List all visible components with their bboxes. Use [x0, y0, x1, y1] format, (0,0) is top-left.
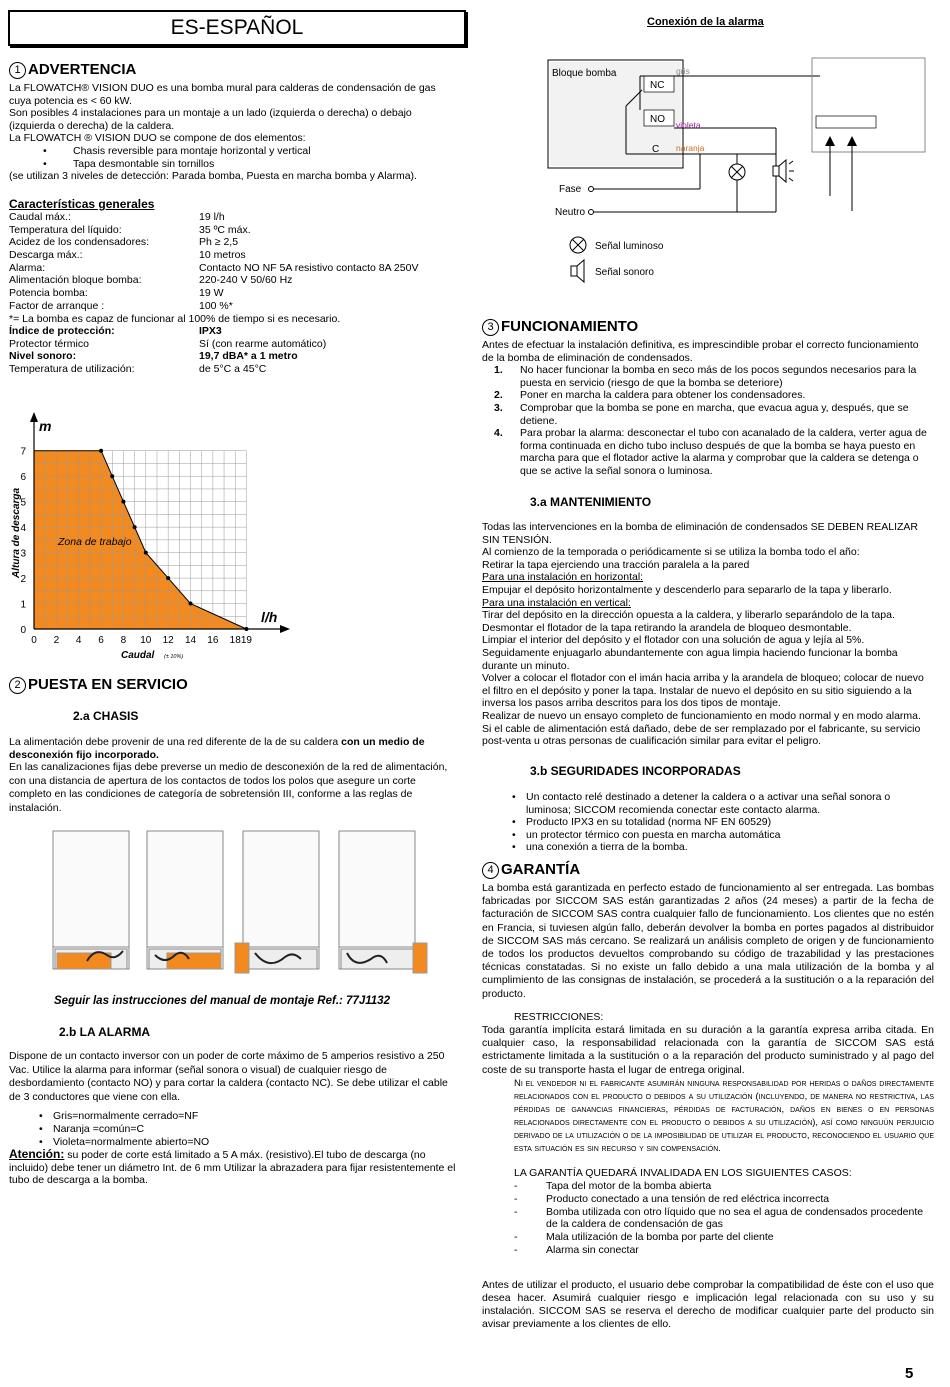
maintenance-line: Empujar el depósito horizontalmente y descenderlo para separarlo de la tapa y liberarlo. — [482, 583, 892, 596]
list-item: • Chasis reversible para montaje horizontal y vertical — [9, 145, 459, 158]
warranty-paragraph: Antes de utilizar el producto, el usuario debe comprobar la compatibilidad de éste con el uso que desea hacer. Asumirá cualquier riesgo e implicación legal relacionada con su uso y su instalación. SICCOM SAS se reserva el derecho de modificar cualquier parte del producto sin avisar previamente a los clientes de ello. — [482, 1278, 934, 1331]
step-item — [482, 402, 932, 427]
maintenance-line: Volver a colocar el flotador con el imán hacia arriba y la arandela de bloqueo; colocar de nuevo el filtro en el depósito y poner la tapa. Instalar de nuevo el depósito en su sitio siguiendo a la inversa los pasos arriba descritos para los dos tipos de montaje. — [482, 672, 924, 710]
x-tick-label: 2 — [53, 635, 60, 646]
spec-row — [9, 211, 469, 224]
manual-reference: Seguir las instrucciones del manual de montaje Ref.: 77J1132 — [54, 995, 390, 1007]
alarm-bullets — [9, 1110, 461, 1148]
maintenance-line: Retirar la tapa ejerciendo una tracción paralela a la pared — [482, 558, 750, 571]
attention-label: Atención: — [9, 1147, 65, 1162]
x-tick-label: 19 — [240, 635, 252, 646]
list-item: - Mala utilización de la bomba por parte del cliente — [482, 1231, 934, 1244]
zone-label: Zona de trabajo — [58, 536, 132, 548]
spec-key: Caudal máx.: — [9, 211, 71, 223]
y-tick-label: 7 — [20, 446, 26, 458]
step-item — [482, 364, 932, 389]
data-point — [133, 525, 137, 529]
maintenance-line: Realizar de nuevo un ensayo completo de funcionamiento en modo normal y en modo alarma. — [482, 709, 921, 722]
attention-text: su poder de corte está limitado a 5 A máx. (resistivo).El tubo de descarga (no incluido) debe tener un diámetro Int. de 6 mm Utilizar la abrazadera para fijar resistentemente el tubo de descarga a la bomba. — [9, 1149, 456, 1187]
chassis-body — [9, 736, 461, 816]
chassis-paragraph: En las canalizaciones fijas debe preverse un medio de desconexión de la red de alimentación, con una distancia de apertura de los contactos de todos los polos que asegure un corte completo en las condiciones de categoría de sobretensión III, conforme a las reglas de instalación. — [9, 761, 448, 814]
y-axis-arrow — [30, 412, 38, 422]
list-item: • Tapa desmontable sin tornillos — [9, 158, 459, 171]
maintenance-line: Seguidamente enjuagarlo abundantemente con agua limpia haciendo funcionar la bomba durante un minuto. — [482, 646, 898, 672]
y-tick-label: 2 — [20, 574, 26, 586]
data-point — [99, 449, 103, 453]
maintenance-body — [482, 521, 932, 748]
wire-orange-label: naranja — [676, 143, 705, 153]
x-tick-label: 6 — [98, 635, 104, 646]
operation-body — [482, 339, 932, 478]
warranty-paragraph: La bomba está garantizada en perfecto estado de funcionamiento al ser entregada. Las bombas fabricadas por SICCOM SAS están garantizadas 2 años (24 meses) a partir de la fecha de facturación de SICCOM SAS contra cualquier fallo de funcionamiento. Los clientes que no estén en Francia, si tuviesen algún fallo, deberán devolver la bomba en portes pagados al distribuidor de SICCOM SAS más cercano. Se realizará un análisis completo de origen y de funcionamiento de todos los productos devueltos comprobando su código de trazabilidad y las prestaciones técnicas constatadas. Si no existe un fallo debido a una mala utilización de la bomba y al cumplimiento de las consignas de instalación, se procederá a la sustitución o a la reparación del producto. — [482, 882, 934, 1000]
neutral-label: Neutro — [555, 207, 586, 218]
page-number: 5 — [905, 1365, 914, 1382]
x-axis-note: (± 10%) — [164, 654, 184, 660]
warranty-title: GARANTÍA — [501, 861, 581, 878]
warranty-paragraph: Toda garantía implícita estará limitada en su duración a la garantía expresa arriba citada. En cualquier caso, la responsabilidad relacionada con la garantía de SICCOM SAS está estrictamente limitada a la sustitución o a la reparación del producto suministrado y al pago del coste de su transporte hasta el lugar de entrega original. — [482, 1024, 934, 1076]
operation-title: FUNCIONAMIENTO — [501, 318, 639, 335]
y-tick-label: 5 — [20, 497, 26, 509]
safety-body — [482, 791, 937, 854]
list-item: - Producto conectado a una tensión de red eléctrica incorrecta — [482, 1193, 934, 1206]
x-axis-label: Caudal — [121, 650, 155, 661]
spec-row — [9, 325, 469, 338]
wire-violet-label: violeta — [676, 120, 701, 130]
invalid-title: LA GARANTÍA QUEDARÁ INVALIDADA EN LOS SIGUIENTES CASOS: — [514, 1166, 852, 1179]
start-title: PUESTA EN SERVICIO — [28, 676, 188, 693]
warning-title: ADVERTENCIA — [28, 61, 137, 78]
section-number: 4 — [482, 862, 499, 879]
list-item: • Violeta=normalmente abierto=NO — [9, 1136, 461, 1149]
step-text: No hacer funcionar la bomba en seco más de los pocos segundos necesarios para la puesta en servicio (riesgo de que la bomba se deteriore) — [520, 364, 917, 389]
list-item: • una conexión a tierra de la bomba. — [482, 841, 937, 854]
maintenance-line: Desmontar el flotador de la tapa retirando la arandela de bloqueo desmontable. — [482, 621, 852, 634]
x-tick-label: 10 — [140, 635, 152, 646]
c-label: C — [652, 144, 660, 155]
vertical-label: Para una instalación en vertical: — [482, 596, 631, 609]
step-number: 4. — [494, 427, 503, 440]
spec-row — [9, 224, 469, 237]
data-point — [189, 602, 193, 606]
warranty-disclaimer: Ni el vendedor ni el fabricante asumirán ninguna responsabilidad por heridas o daños directamente relacionados con el producto o debidos a su utilización (incluyendo, de manera no restrictiva, las pérdidas de ganancias financieras, pérdidas de facturación, daños en bienes o en personas relacionados directamente con el producto o debidos a su utilización), así como ninguún perjuicio derivado de la utilización o de la imposibilidad de utilizar el producto, reconociendo el usuario que esta situación es sin recurso y sin compensación. — [514, 1077, 934, 1154]
warranty-heading — [482, 861, 580, 879]
operation-steps — [482, 364, 932, 477]
spec-value: 100 %* — [199, 299, 233, 312]
warning-body — [9, 82, 459, 183]
maintenance-line: Al comienzo de la temporada o periódicamente si se utiliza la bomba todo el año: — [482, 546, 860, 559]
y-tick-label: 0 — [20, 625, 26, 636]
install-right-vertical — [339, 831, 415, 969]
spec-key: Alarma: — [9, 261, 46, 274]
install-left-horizontal — [53, 831, 129, 969]
maintenance-line: Si el cable de alimentación está dañado, debe de ser remplazado por el fabricante, su servicio post-venta u otras personas de cualificación similar para evitar el peligro. — [482, 722, 921, 748]
section-number: 2 — [9, 677, 26, 694]
spec-key: Temperatura de utilización: — [9, 363, 135, 376]
maintenance-line: Todas las intervenciones en la bomba de eliminación de condensados SE DEBEN REALIZAR SIN TENSIÓN. — [482, 521, 918, 546]
alarm-title: 2.b LA ALARMA — [59, 1025, 151, 1039]
step-number: 3. — [494, 401, 503, 414]
install-right-horizontal — [147, 831, 223, 969]
alarm-connection-title: Conexión de la alarma — [647, 16, 764, 28]
data-point — [166, 576, 170, 580]
list-item: - Tapa del motor de la bomba abierta — [482, 1180, 934, 1193]
section-number: 1 — [9, 62, 26, 79]
warning-paragraph: (se utilizan 3 niveles de detección: Parada bomba, Puesta en marcha bomba y Alarma). — [9, 170, 417, 183]
spec-value: 220-240 V 50/60 Hz — [199, 274, 293, 287]
maintenance-line: Tirar del depósito en la dirección opuesta a la caldera, y liberarlo separándolo de la tapa. — [482, 609, 895, 622]
spec-value: Contacto NO NF 5A resistivo contacto 8A 250V — [199, 261, 419, 274]
list-item: • Producto IPX3 en su totalidad (norma NF EN 60529) — [482, 816, 937, 829]
spec-value: Sí (con rearme automático) — [199, 337, 327, 350]
step-number: 1. — [494, 364, 503, 377]
x-tick-label: 16 — [207, 635, 219, 646]
page-title: ES-ESPAÑOL — [8, 10, 466, 46]
y-tick-label: 1 — [20, 599, 26, 611]
spec-value: 19,7 dBA* a 1 metro — [199, 350, 298, 363]
x-unit-label: l/h — [261, 609, 278, 625]
legend-light-label: Señal luminoso — [595, 241, 664, 252]
spec-value: IPX3 — [199, 325, 222, 338]
safety-title: 3.b SEGURIDADES INCORPORADAS — [530, 764, 741, 778]
alarm-body — [9, 1050, 461, 1187]
alarm-wiring-diagram — [480, 46, 945, 296]
spec-value: 19 l/h — [199, 211, 225, 223]
step-text: Poner en marcha la caldera para obtener los condensadores. — [520, 389, 806, 402]
x-axis-arrow — [280, 625, 290, 633]
spec-key: Índice de protección: — [9, 325, 115, 338]
spec-key: Acidez de los condensadores: — [9, 236, 150, 249]
spec-value: Ph ≥ 2,5 — [199, 236, 239, 249]
spec-value: de 5°C a 45°C — [199, 363, 267, 376]
x-tick-label: 18 — [229, 635, 241, 646]
x-tick-label: 8 — [120, 635, 127, 646]
y-tick-label: 6 — [20, 472, 26, 484]
section-number: 3 — [482, 319, 499, 336]
warranty-body — [482, 882, 934, 1332]
start-heading — [9, 676, 188, 694]
y-tick-label: 4 — [20, 523, 26, 535]
spec-key: Factor de arranque : — [9, 299, 105, 312]
spec-value: 10 metros — [199, 249, 246, 262]
specs-table-2 — [9, 325, 469, 376]
step-text: Para probar la alarma: desconectar el tubo con acanalado de la caldera, verter agua de forma continuada en dicho tubo incluso después de que la bomba se haya puesto en marcha para que el flotador active la alarma y comprobar que la caldera se detenga o que se active la señal sonora o luminosa. — [520, 427, 927, 477]
warning-paragraph: La FLOWATCH ® VISION DUO se compone de dos elementos: — [9, 132, 306, 145]
spec-key: Nivel sonoro: — [9, 350, 77, 363]
chassis-text-bold: con un medio de desconexión fijo incorporado. — [9, 736, 425, 761]
step-number: 2. — [494, 389, 503, 402]
warning-paragraph: Son posibles 4 instalaciones para un montaje a un lado (izquierda o derecha) o debajo (izquierda o derecha) de la caldera. — [9, 107, 412, 132]
list-item: • Un contacto relé destinado a detener la caldera o a activar una señal sonora o luminosa; SICCOM recomienda conectar este contacto alarma. — [482, 791, 937, 816]
x-tick-label: 12 — [162, 635, 174, 646]
pump-block-label: Bloque bomba — [552, 68, 617, 79]
step-text: Comprobar que la bomba se pone en marcha, que evacua agua y, después, que se detiene. — [520, 401, 909, 427]
spec-row — [9, 274, 469, 287]
operation-intro: Antes de efectuar la instalación definitiva, es imprescindible probar el correcto funcionamiento de la bomba de eliminación de condensados. — [482, 339, 919, 364]
install-left-vertical — [243, 831, 319, 969]
specs-table — [9, 211, 469, 313]
x-tick-label: 4 — [75, 635, 82, 646]
spec-key: Temperatura del líquido: — [9, 223, 122, 236]
nc-label: NC — [650, 80, 665, 91]
x-tick-label: 0 — [31, 635, 37, 646]
specs-note: *= La bomba es capaz de funcionar al 100% de tiempo si es necesario. — [9, 312, 341, 325]
phase-label: Fase — [559, 184, 582, 195]
spec-row — [9, 262, 469, 275]
data-point — [144, 551, 148, 555]
list-item: • Naranja =común=C — [9, 1123, 461, 1136]
no-label: NO — [650, 114, 665, 125]
list-item: • un protector térmico con puesta en marcha automática — [482, 829, 937, 842]
spec-value: 35 ºC máx. — [199, 223, 251, 236]
restrictions-title: RESTRICCIONES: — [514, 1010, 604, 1023]
y-tick-label: 3 — [20, 548, 26, 560]
installation-illustrations — [45, 825, 435, 977]
operation-heading — [482, 318, 638, 336]
spec-row — [9, 249, 469, 262]
legend-sound-label: Señal sonoro — [595, 267, 654, 278]
alarm-paragraph: Dispone de un contacto inversor con un poder de corte máximo de 5 amperios resistivo a 250 Vac. Utilice la alarma para informar (señal sonora o visual) de cualquier riesgo de desbordamiento (contacto NO) y para cortar la caldera (contacto NC). Se debe utilizar el cable de 3 conductores que viene con ella. — [9, 1050, 448, 1103]
warning-bullets — [9, 145, 459, 170]
spec-key: Descarga máx.: — [9, 249, 83, 262]
spec-key: Protector térmico — [9, 337, 89, 350]
y-axis-label: Altura de descarga — [11, 487, 22, 578]
spec-row — [9, 300, 469, 313]
maintenance-title: 3.a MANTENIMIENTO — [530, 495, 652, 509]
warning-heading — [9, 61, 136, 79]
x-tick-label: 14 — [184, 635, 197, 646]
spec-row — [9, 338, 469, 351]
chassis-text: La alimentación debe provenir de una red diferente de la de su caldera — [9, 736, 342, 748]
spec-value: 19 W — [199, 287, 224, 300]
spec-row — [9, 363, 469, 376]
performance-chart — [4, 410, 294, 665]
warning-paragraph: La FLOWATCH® VISION DUO es una bomba mural para calderas de condensación de gas cuya potencia es < 60 kW. — [9, 82, 436, 107]
spec-row — [9, 287, 469, 300]
list-item: - Bomba utilizada con otro líquido que no sea el agua de condensados procedente de la caldera de condensación de gas — [482, 1206, 934, 1232]
list-item: • Gris=normalmente cerrado=NF — [9, 1110, 461, 1123]
safety-bullets — [482, 791, 937, 854]
list-item: - Alarma sin conectar — [482, 1244, 934, 1257]
spec-row — [9, 350, 469, 363]
chassis-title: 2.a CHASIS — [73, 709, 139, 723]
spec-row — [9, 236, 469, 249]
wire-grey-label: gris — [676, 66, 690, 76]
invalid-list — [482, 1180, 934, 1257]
specs-block — [9, 197, 469, 376]
horizontal-label: Para una instalación en horizontal: — [482, 571, 644, 584]
data-point — [121, 500, 125, 504]
specs-title: Características generales — [9, 197, 155, 211]
y-unit-label: m — [39, 418, 52, 434]
maintenance-line: Limpiar el interior del depósito y el flotador con una solución de agua y lejía al 5%. — [482, 634, 865, 647]
boiler-outline — [812, 58, 925, 152]
spec-key: Potencia bomba: — [9, 287, 88, 300]
data-point — [110, 474, 114, 478]
step-item — [482, 389, 932, 402]
step-item — [482, 427, 932, 477]
spec-key: Alimentación bloque bomba: — [9, 274, 142, 287]
